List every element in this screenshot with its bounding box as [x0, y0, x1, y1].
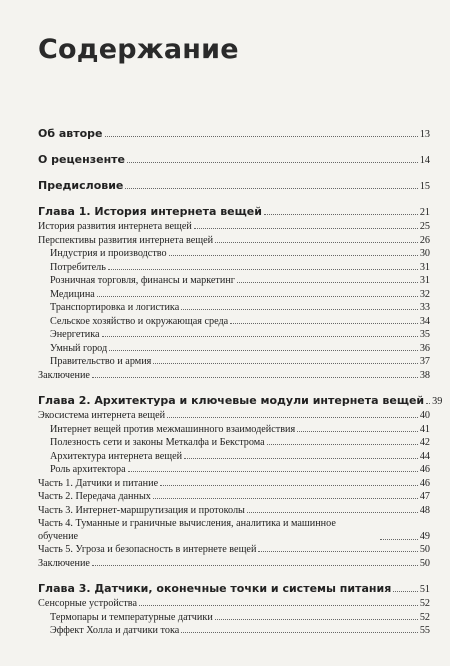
dot-leader: [181, 632, 418, 633]
toc-entry-label: Глава 3. Датчики, оконечные точки и системы питания: [38, 582, 392, 595]
dot-leader: [380, 539, 418, 540]
toc-section-entry: [38, 450, 430, 464]
toc-entry-page-number: 30: [419, 248, 430, 259]
toc-entry-page-number: 49: [419, 531, 430, 542]
toc-entry-label: Транспортировка и логистика: [50, 302, 180, 313]
toc-section-entry: [38, 436, 430, 450]
toc-chapter-entry: [38, 393, 443, 409]
toc-section-entry: [38, 611, 430, 625]
dot-leader: [153, 363, 417, 364]
toc-section-entry: [38, 463, 430, 477]
dot-leader: [92, 565, 418, 566]
toc-entry-label: Часть 3. Интернет-маршрутизация и протоколы: [38, 504, 245, 516]
toc-entry-label: Заключение: [38, 557, 90, 569]
toc-front-matter-entry: [38, 152, 430, 168]
toc-section-entry: [38, 423, 430, 437]
dot-leader: [181, 309, 418, 310]
dot-leader: [97, 296, 418, 297]
toc-section-entry: [38, 369, 430, 383]
spacer: [38, 194, 430, 204]
toc-entry-label: Интернет вещей против межмашинного взаимодействия: [50, 423, 296, 435]
toc-entry-page-number: 14: [419, 155, 430, 166]
toc-section-entry: [38, 288, 430, 302]
dot-leader: [160, 485, 418, 486]
toc-entry-page-number: 32: [419, 288, 430, 300]
toc-entry-label: Экосистема интернета вещей: [38, 410, 166, 421]
toc-entry-page-number: 50: [419, 544, 430, 555]
toc-front-matter-entry: [38, 178, 430, 194]
toc-entry-label: Часть 2. Передача данных: [38, 491, 151, 502]
toc-section-entry: [38, 342, 430, 356]
toc-entry-page-number: 36: [419, 342, 430, 354]
toc-section-entry: [38, 315, 430, 329]
toc-entry-label: Энергетика: [50, 329, 100, 340]
dot-leader: [297, 431, 418, 432]
toc-entry-label: Часть 5. Угроза и безопасность в интернете вещей: [38, 544, 257, 555]
dot-leader: [128, 471, 418, 472]
dot-leader: [169, 255, 418, 256]
toc-entry-label: Заключение: [38, 369, 90, 381]
toc-entry-label: История развития интернета вещей: [38, 221, 192, 232]
dot-leader: [258, 551, 417, 552]
toc-entry-label: Умный город: [50, 342, 108, 354]
toc-entry-page-number: 15: [419, 181, 430, 192]
toc-entry-page-number: 46: [419, 477, 430, 489]
toc-section-entry: [38, 517, 430, 543]
spacer: [38, 638, 430, 649]
toc-entry-page-number: 21: [419, 207, 430, 218]
dot-leader: [139, 605, 418, 606]
toc-entry-label: Полезность сети и законы Меткалфа и Бекстрома: [50, 437, 265, 448]
dot-leader: [184, 458, 418, 459]
toc-section-entry: [38, 261, 430, 275]
toc-entry-label: Перспективы развития интернета вещей: [38, 234, 214, 246]
toc-entry-label: Сенсорные устройства: [38, 598, 137, 609]
toc-entry-label: Архитектура интернета вещей: [50, 450, 183, 462]
toc-chapter-entry: [38, 204, 430, 220]
toc-entry-page-number: 39: [432, 396, 443, 407]
toc-section-entry: [38, 624, 430, 638]
dot-leader: [102, 336, 418, 337]
toc-section-entry: [38, 274, 430, 288]
toc-section-entry: [38, 409, 430, 423]
toc-entry-label: Предисловие: [38, 179, 124, 192]
toc-section-entry: [38, 234, 430, 248]
toc-section-entry: [38, 477, 430, 491]
table-of-contents: [38, 126, 443, 649]
dot-leader: [393, 591, 418, 592]
toc-entry-label: Индустрия и производство: [50, 248, 167, 259]
dot-leader: [167, 417, 418, 418]
dot-leader: [267, 444, 418, 445]
dot-leader: [153, 498, 418, 499]
toc-section-entry: [38, 355, 430, 369]
spacer: [38, 142, 430, 152]
toc-entry-page-number: 55: [419, 625, 430, 636]
dot-leader: [426, 403, 430, 404]
toc-section-entry: [38, 301, 430, 315]
toc-entry-page-number: 34: [419, 315, 430, 327]
toc-entry-page-number: 38: [419, 369, 430, 381]
spacer: [38, 570, 430, 581]
toc-entry-page-number: 48: [419, 504, 430, 516]
page-title: Содержание: [38, 34, 239, 65]
toc-section-entry: [38, 220, 430, 234]
toc-entry-label: Сельское хозяйство и окружающая среда: [50, 315, 229, 327]
toc-section-entry: [38, 597, 430, 611]
toc-section-entry: [38, 504, 430, 518]
toc-entry-label: Правительство и армия: [50, 356, 152, 367]
dot-leader: [237, 282, 418, 283]
toc-section-entry: [38, 543, 430, 557]
toc-entry-page-number: 33: [419, 302, 430, 313]
dot-leader: [92, 377, 418, 378]
toc-entry-label: Роль архитектора: [50, 464, 126, 475]
dot-leader: [109, 350, 418, 351]
toc-section-entry: [38, 490, 430, 504]
toc-section-entry: [38, 328, 430, 342]
toc-entry-label: Глава 1. История интернета вещей: [38, 205, 262, 218]
dot-leader: [105, 136, 418, 137]
toc-entry-label: Эффект Холла и датчики тока: [50, 625, 180, 636]
toc-entry-label: Термопары и температурные датчики: [50, 611, 213, 623]
toc-entry-label: Часть 1. Датчики и питание: [38, 477, 159, 489]
toc-entry-page-number: 26: [419, 234, 430, 246]
dot-leader: [125, 188, 417, 189]
toc-entry-page-number: 44: [419, 450, 430, 462]
toc-entry-label: Потребитель: [50, 261, 106, 273]
dot-leader: [215, 619, 418, 620]
toc-entry-page-number: 52: [419, 611, 430, 623]
toc-entry-page-number: 31: [419, 261, 430, 273]
dot-leader: [215, 242, 418, 243]
toc-entry-page-number: 31: [419, 275, 430, 286]
toc-entry-label: Об авторе: [38, 127, 103, 140]
toc-entry-page-number: 52: [419, 598, 430, 609]
toc-entry-label: Медицина: [50, 288, 95, 300]
toc-entry-page-number: 42: [419, 437, 430, 448]
toc-section-entry: [38, 557, 430, 571]
dot-leader: [247, 512, 418, 513]
dot-leader: [127, 162, 418, 163]
dot-leader: [264, 214, 418, 215]
toc-entry-label: Глава 2. Архитектура и ключевые модули интернета вещей: [38, 394, 425, 407]
toc-section-entry: [38, 247, 430, 261]
spacer: [38, 168, 430, 178]
toc-entry-page-number: 46: [419, 464, 430, 475]
toc-entry-page-number: 41: [419, 423, 430, 435]
toc-entry-page-number: 40: [419, 410, 430, 421]
toc-entry-page-number: 25: [419, 221, 430, 232]
toc-entry-label: Розничная торговля, финансы и маркетинг: [50, 275, 235, 286]
toc-entry-page-number: 50: [419, 557, 430, 569]
dot-leader: [194, 228, 418, 229]
toc-entry-page-number: 35: [419, 329, 430, 340]
toc-chapter-entry: [38, 581, 430, 597]
dot-leader: [230, 323, 418, 324]
toc-entry-page-number: 13: [419, 129, 430, 140]
toc-front-matter-entry: [38, 126, 430, 142]
spacer: [38, 382, 430, 393]
toc-entry-label: Часть 4. Туманные и граничные вычисления, аналитика и машинное обучение: [38, 518, 336, 542]
dot-leader: [108, 269, 418, 270]
toc-entry-label: О рецензенте: [38, 153, 126, 166]
toc-entry-page-number: 51: [419, 584, 430, 595]
toc-entry-page-number: 37: [419, 356, 430, 367]
toc-entry-page-number: 47: [419, 491, 430, 502]
